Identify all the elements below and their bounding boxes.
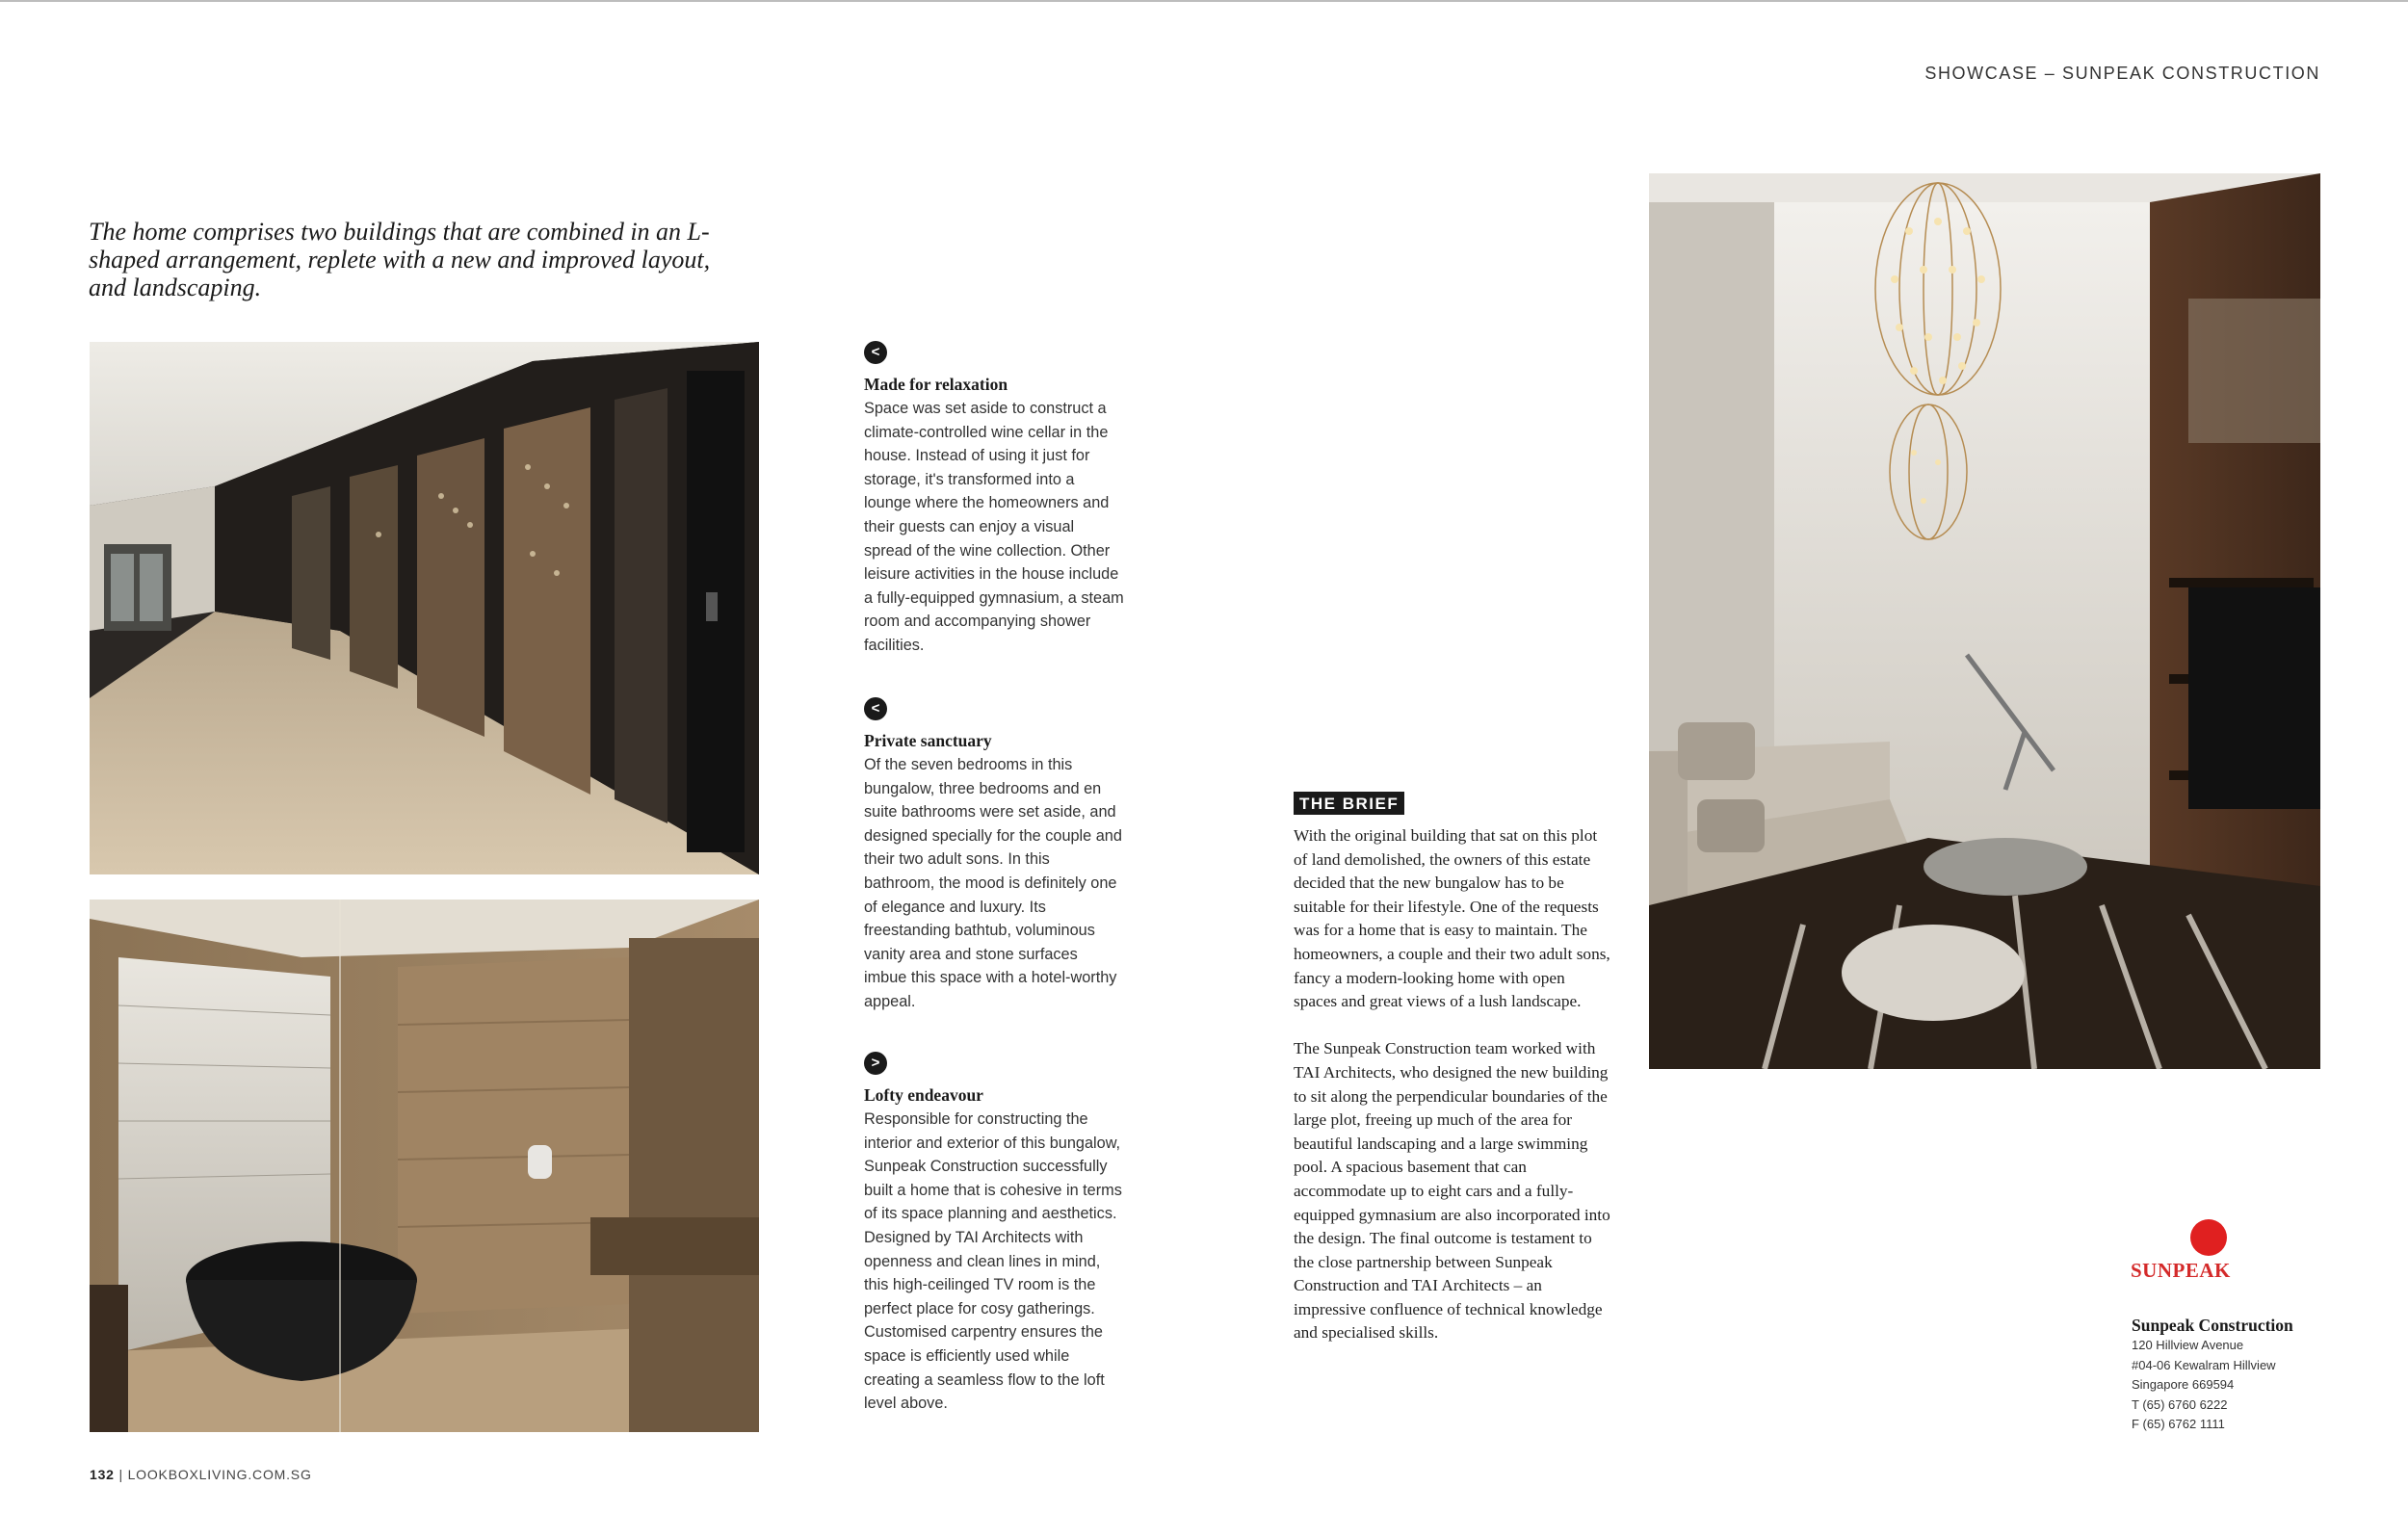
top-rule xyxy=(0,0,2408,2)
brief-paragraph: With the original building that sat on this plot of land demolished, the owners of this estate decided that the new bungalow has to be suitable for their lifestyle. One of the requests was for a home that is easy to maintain. The homeowners, a couple and their two adult sons, fancy a modern-looking home with open spaces and great views of a lush landscape. xyxy=(1294,826,1610,1011)
brief-paragraph: The Sunpeak Construction team worked with TAI Architects, who designed the new building to sit along the perpendicular boundaries of the large plot, freeing up much of the area for beautiful landscaping and a large swimming pool. A spacious basement that can accommodate up to eight cars and a fully-equipped gymnasium are also incorporated into the design. The final outcome is testament to the close partnership between Sunpeak Construction and TAI Architects – an impressive confluence of technical knowledge and specialised skills. xyxy=(1294,1039,1610,1343)
caption-title: Lofty endeavour xyxy=(864,1085,983,1105)
intro-text: The home comprises two buildings that are combined in an L-shaped arrangement, replete with a new and improved layout, and landscaping. xyxy=(89,218,711,301)
contact-name: Sunpeak Construction xyxy=(2132,1316,2293,1335)
footer-site: LOOKBOXLIVING.COM.SG xyxy=(127,1467,312,1482)
section-header: SHOWCASE – SUNPEAK CONSTRUCTION xyxy=(1924,64,2320,83)
caption-lofty-endeavour xyxy=(864,1052,1124,1416)
caption-private-sanctuary xyxy=(864,697,1124,1014)
page-footer xyxy=(90,1467,312,1482)
logo-sun-icon xyxy=(2190,1219,2227,1256)
arrow-left-icon: < xyxy=(864,697,887,720)
arrow-right-icon: > xyxy=(864,1052,887,1075)
logo-text: SUNPEAK xyxy=(2131,1259,2231,1282)
contact-fax: F (65) 6762 1111 xyxy=(2132,1417,2225,1431)
caption-title: Made for relaxation xyxy=(864,375,1008,394)
caption-body: Responsible for constructing the interior and exterior of this bungalow, Sunpeak Construction successfully built a home that is cohesive in terms of its space planning and aesthetics. Designed by TAI Architects with openness and clean lines in mind, this high-ceilinged TV room is the perfect place for cosy gatherings. Customised carpentry ensures the space is efficiently used while creating a seamless flow to the loft level above. xyxy=(864,1110,1122,1413)
arrow-left-icon: < xyxy=(864,341,887,364)
contact-address: Singapore 669594 xyxy=(2132,1377,2235,1392)
sunpeak-logo xyxy=(2131,1219,2256,1283)
wine-cellar-photo xyxy=(90,342,759,874)
caption-made-for-relaxation xyxy=(864,341,1124,658)
caption-body: Space was set aside to construct a climate-controlled wine cellar in the house. Instead of using it just for storage, it's transformed into a lounge where the homeowners and their guests can enjoy a visual spread of the wine collection. Other leisure activities in the house include a fully-equipped gymnasium, a steam room and accompanying shower facilities. xyxy=(864,400,1124,654)
the-brief xyxy=(1294,792,1611,1345)
caption-title: Private sanctuary xyxy=(864,731,992,750)
contact-phone: T (65) 6760 6222 xyxy=(2132,1396,2228,1412)
page-number: 132 xyxy=(90,1467,115,1482)
caption-body: Of the seven bedrooms in this bungalow, three bedrooms and en suite bathrooms were set aside, and designed specially for the couple and their two adult sons. In this bathroom, the mood is definitely one of elegance and luxury. Its freestanding bathtub, voluminous vanity area and stone surfaces imbue this space with a hotel-worthy appeal. xyxy=(864,756,1122,1010)
tv-room-photo xyxy=(1649,173,2320,1069)
contact-address: 120 Hillview Avenue xyxy=(2132,1338,2244,1352)
contact-block xyxy=(2132,1315,2324,1435)
contact-address: #04-06 Kewalram Hillview xyxy=(2132,1357,2276,1372)
brief-tag: THE BRIEF xyxy=(1294,792,1404,815)
footer-separator: | xyxy=(114,1467,128,1482)
bathroom-photo xyxy=(90,900,759,1432)
